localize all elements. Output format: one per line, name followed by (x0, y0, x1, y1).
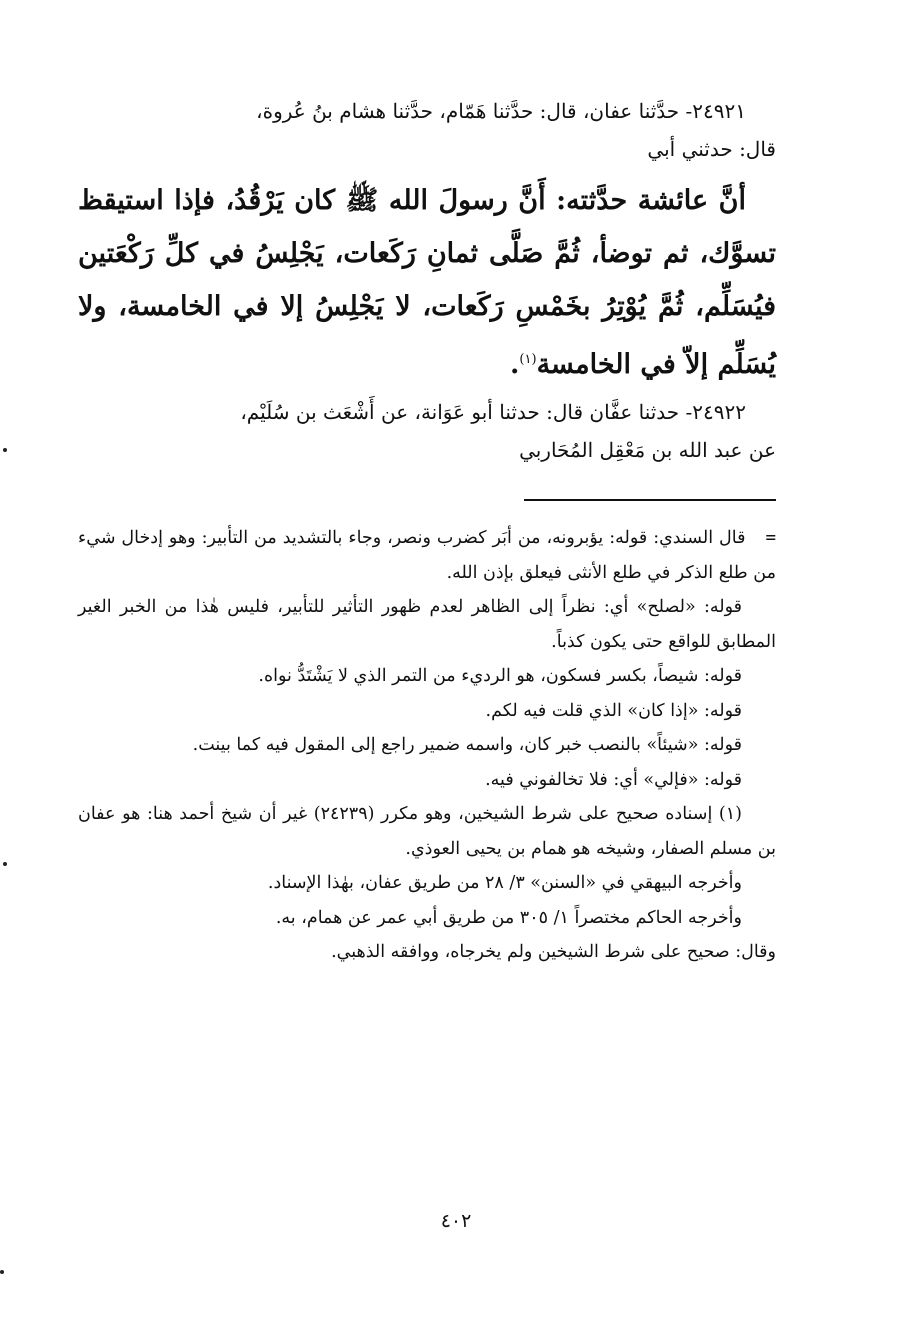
hadith-24921-matn (78, 174, 776, 391)
page-body (78, 92, 776, 970)
margin-dot (3, 862, 7, 866)
matn-end-punctuation: . (510, 349, 520, 380)
footnote-hakim: وأخرجه الحاكم مختصراً ١/ ٣٠٥ من طريق أبي عمر عن همام، به. (275, 907, 742, 928)
footnote-shisan: قوله: شيصاً، بكسر فسكون، هو الرديء من التمر الذي لا يَشْتَدُّ نواه. (258, 666, 742, 686)
footnote-bayhaqi: وأخرجه البيهقي في «السنن» ٣/ ٢٨ من طريق عفان، بهٰذا الإسناد. (267, 873, 742, 893)
footnote-fa-ilayya: قوله: «فإلي» أي: فلا تخالفوني فيه. (485, 769, 742, 790)
footnote-lasaluha: قوله: «لصلح» أي: نظراً إلى الظاهر لعدم ظهور التأثير للتأبير، فليس هٰذا من الخبر الغير المطابق للواقع حتى يكون كذباً. (78, 597, 776, 652)
footnote-dhahabi: وقال: صحيح على شرط الشيخين ولم يخرجاه، ووافقه الذهبي. (331, 942, 776, 962)
footnote-shayan: قوله: «شيئاً» بالنصب خبر كان، واسمه ضمير راجع إلى المقول فيه كما بينت. (192, 735, 742, 755)
footnote-idha-kana: قوله: «إذا كان» الذي قلت فيه لكم. (485, 700, 742, 721)
footnote-sindi-text: قال السندي: قوله: يؤبرونه، من أبَر كضرب ونصر، وجاء بالتشديد من التأبير: وهو إدخال شيء من طلع الذكر في طلع الأنثى فيعلق بإذن الله. (78, 528, 776, 583)
margin-dot (3, 448, 7, 452)
hadith-24921-matn-text: أنَّ عائشة حدَّثته: أَنَّ رسولَ الله ﷺ كان يَرْقُدُ، فإذا استيقظ تسوَّك، ثم توضأ، ثُمَّ صَلَّى ثمانِ رَكَعات، يَجْلِسُ في كلِّ رَكْعَتين فيُسَلِّم، ثُمَّ يُوْتِرُ بخَمْسِ رَكَعات، لا يَجْلِسُ إلا في الخامسة، ولا يُسَلِّم إلاّ في الخامسة (78, 185, 776, 380)
hadith-24921-isnad-line2: قال: حدثني أبي (647, 137, 776, 161)
hadith-24922-isnad (78, 393, 776, 469)
hadith-24922-isnad-line2: عن عبد الله بن مَعْقِل المُحَاربي (519, 438, 776, 462)
hadith-24921-isnad (78, 92, 776, 168)
margin-dot (0, 1270, 4, 1274)
footnote-1-isnad: (١) إسناده صحيح على شرط الشيخين، وهو مكرر (٢٤٢٣٩) غير أن شيخ أحمد هنا: هو عفان بن مسلم الصفار، وشيخه هو همام بن يحيى العوذي. (78, 804, 776, 859)
footnote-divider (524, 499, 776, 501)
footnote-sindi (78, 521, 776, 590)
page-number: ٤٠٢ (440, 1210, 472, 1232)
continuation-mark: = (765, 528, 776, 548)
hadith-24921-isnad-line1: ٢٤٩٢١- حدَّثنا عفان، قال: حدَّثنا هَمّام، حدَّثنا هشام بنُ عُروة، (256, 99, 746, 123)
hadith-24922-isnad-line1: ٢٤٩٢٢- حدثنا عفَّان قال: حدثنا أبو عَوَانة، عن أَشْعَث بن سُلَيْم، (240, 400, 746, 424)
footnote-marker: (١) (519, 352, 537, 367)
